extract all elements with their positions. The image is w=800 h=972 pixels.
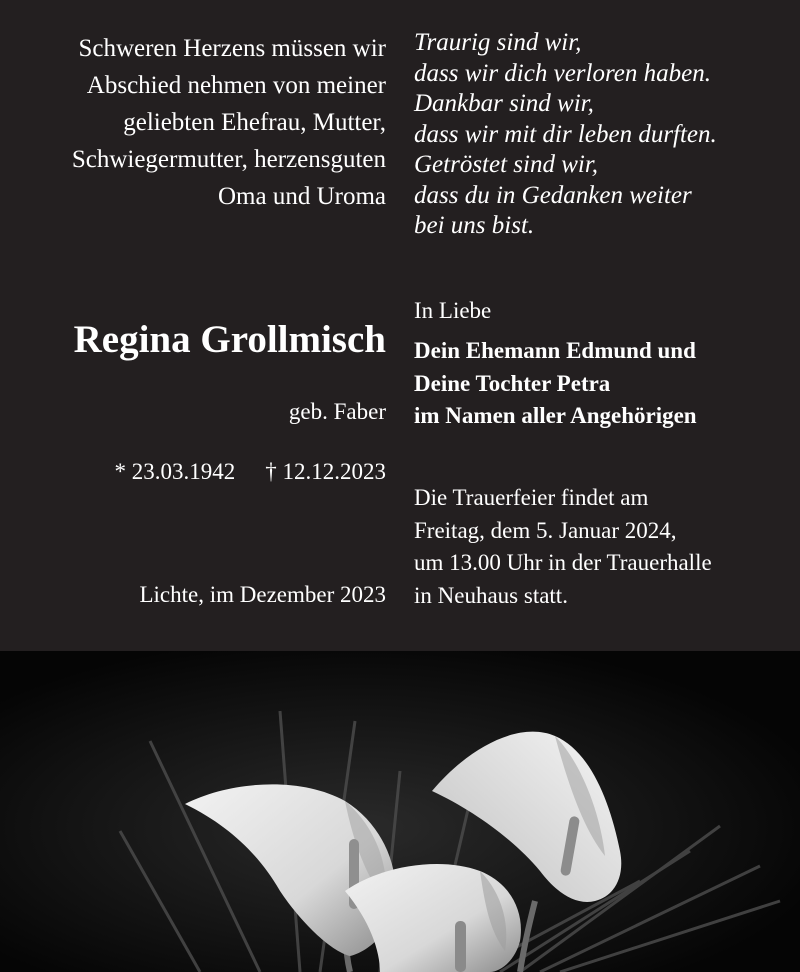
deceased-name: Regina Grollmisch <box>73 318 386 361</box>
in-love-label: In Liebe <box>414 298 492 323</box>
poem-text: Traurig sind wir, dass wir dich verloren haben. Dankbar sind wir, dass wir mit dir leben durften. Getröstet sind wir, dass du in Gedanken weiter bei uns bist. <box>414 29 717 239</box>
place-and-date: Lichte, im Dezember 2023 <box>139 582 386 607</box>
funeral-ceremony-info: Die Trauerfeier findet am Freitag, dem 5. Januar 2024, um 13.00 Uhr in der Trauerhalle in Neuhaus statt. <box>414 485 712 608</box>
birth-date: * 23.03.1942 <box>114 459 236 484</box>
calla-lilies-icon <box>0 651 800 972</box>
mourners-list: Dein Ehemann Edmund und Deine Tochter Petra im Namen aller Angehörigen <box>414 338 697 428</box>
life-dates <box>115 457 387 487</box>
maiden-name: geb. Faber <box>288 399 386 424</box>
death-date: † 12.12.2023 <box>265 459 386 484</box>
intro-text: Schweren Herzens müssen wir Abschied nehmen von meiner geliebten Ehefrau, Mutter, Schwiegermutter, herzensguten Oma und Uroma <box>71 35 386 210</box>
